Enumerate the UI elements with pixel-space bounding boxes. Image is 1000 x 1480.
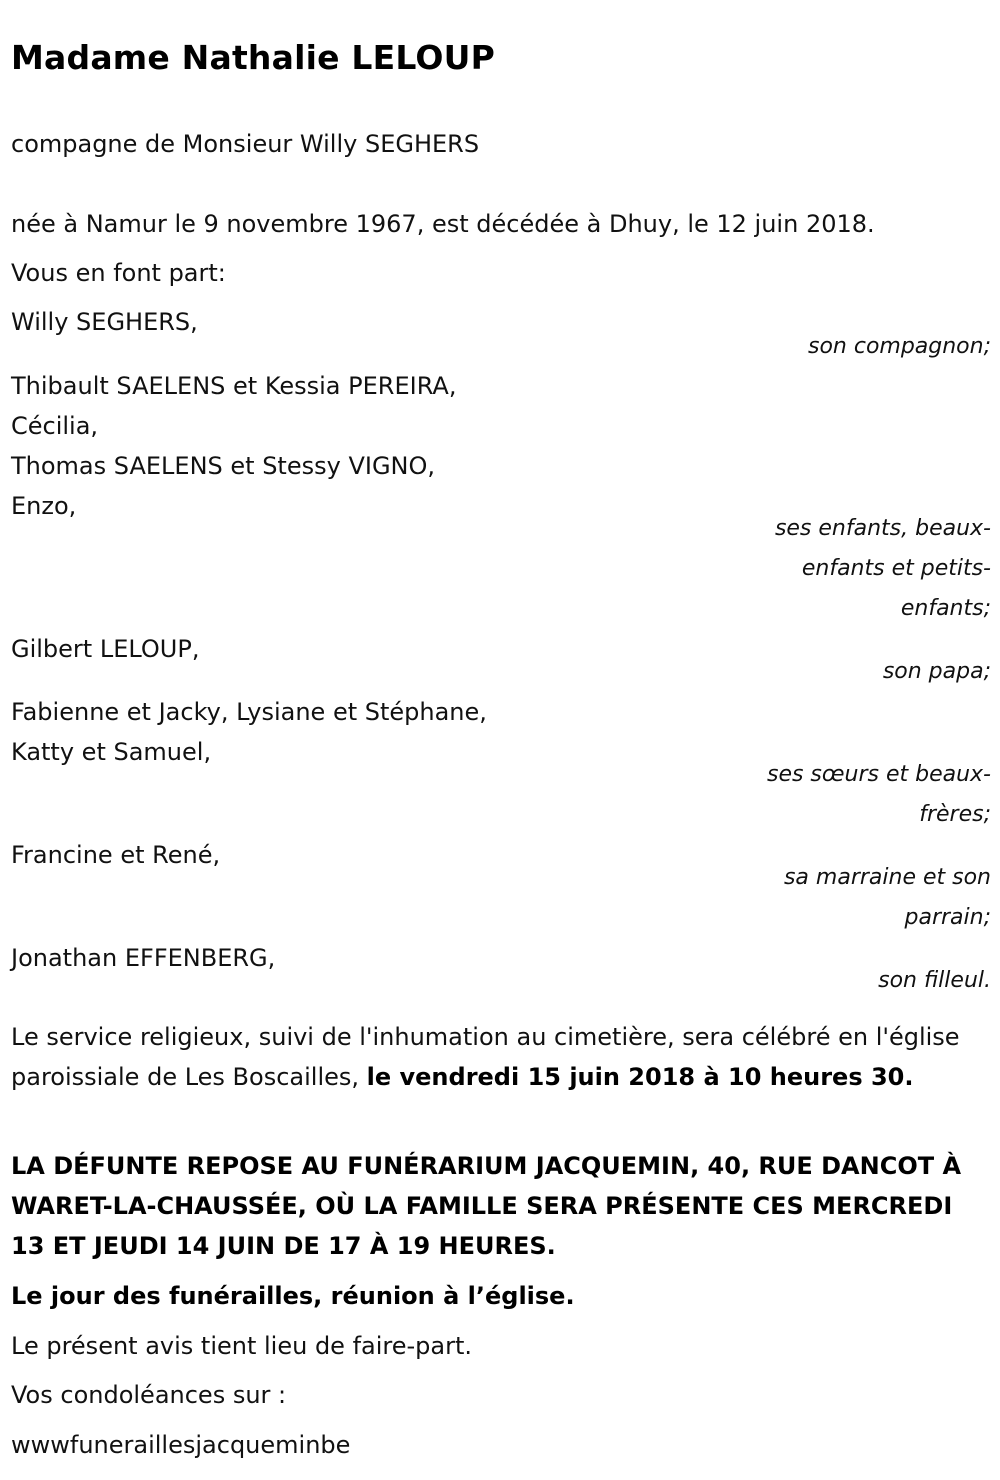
birth-death-line: née à Namur le 9 novembre 1967, est décédée à Dhuy, le 12 juin 2018. <box>11 210 875 238</box>
family-name-line: Enzo, <box>11 492 77 520</box>
service-paragraph <box>11 1017 991 1097</box>
family-name-line: Katty et Samuel, <box>11 738 212 766</box>
family-name-line: Francine et René, <box>11 841 221 869</box>
family-relation-line: parrain; <box>904 905 991 930</box>
condolences-website-link[interactable]: wwwfuneraillesjacqueminbe <box>11 1431 351 1459</box>
family-relation-line: frères; <box>919 802 991 827</box>
family-name-line: Cécilia, <box>11 412 99 440</box>
family-name-line: Willy SEGHERS, <box>11 308 198 336</box>
family-name-line: Thibault SAELENS et Kessia PEREIRA, <box>11 372 457 400</box>
family-relation-line: ses sœurs et beaux- <box>766 762 991 787</box>
condolences-label: Vos condoléances sur : <box>11 1381 287 1409</box>
family-name-line: Gilbert LELOUP, <box>11 635 200 663</box>
announce-intro: Vous en font part: <box>11 259 226 287</box>
family-name-line: Fabienne et Jacky, Lysiane et Stéphane, <box>11 698 487 726</box>
spouse-line: compagne de Monsieur Willy SEGHERS <box>11 130 480 158</box>
family-relation-line: enfants et petits- <box>801 556 991 581</box>
family-relation-line: enfants; <box>900 596 991 621</box>
family-relation-line: ses enfants, beaux- <box>774 516 991 541</box>
deceased-name-title: Madame Nathalie LELOUP <box>11 38 496 77</box>
family-name-line: Jonathan EFFENBERG, <box>11 944 276 972</box>
meeting-line: Le jour des funérailles, réunion à l’église. <box>11 1282 575 1310</box>
family-relation-line: son papa; <box>882 659 991 684</box>
obituary-notice <box>11 0 991 1480</box>
family-relation-line: son filleul. <box>878 968 991 993</box>
faire-part-line: Le présent avis tient lieu de faire-part. <box>11 1332 473 1360</box>
family-relation-line: sa marraine et son <box>783 865 991 890</box>
service-text: Le service religieux, suivi de l'inhumation au cimetière, sera célébré en l'église paroissiale de Les Boscailles, <box>11 1023 960 1091</box>
service-datetime: le vendredi 15 juin 2018 à 10 heures 30. <box>366 1063 914 1091</box>
family-name-line: Thomas SAELENS et Stessy VIGNO, <box>11 452 436 480</box>
family-relation-line: son compagnon; <box>807 334 991 359</box>
funerarium-paragraph: LA DÉFUNTE REPOSE AU FUNÉRARIUM JACQUEMIN, 40, RUE DANCOT À WARET-LA-CHAUSSÉE, OÙ LA FAMILLE SERA PRÉSENTE CES MERCREDI 13 ET JEUDI 14 JUIN DE 17 À 19 HEURES. <box>11 1152 962 1260</box>
